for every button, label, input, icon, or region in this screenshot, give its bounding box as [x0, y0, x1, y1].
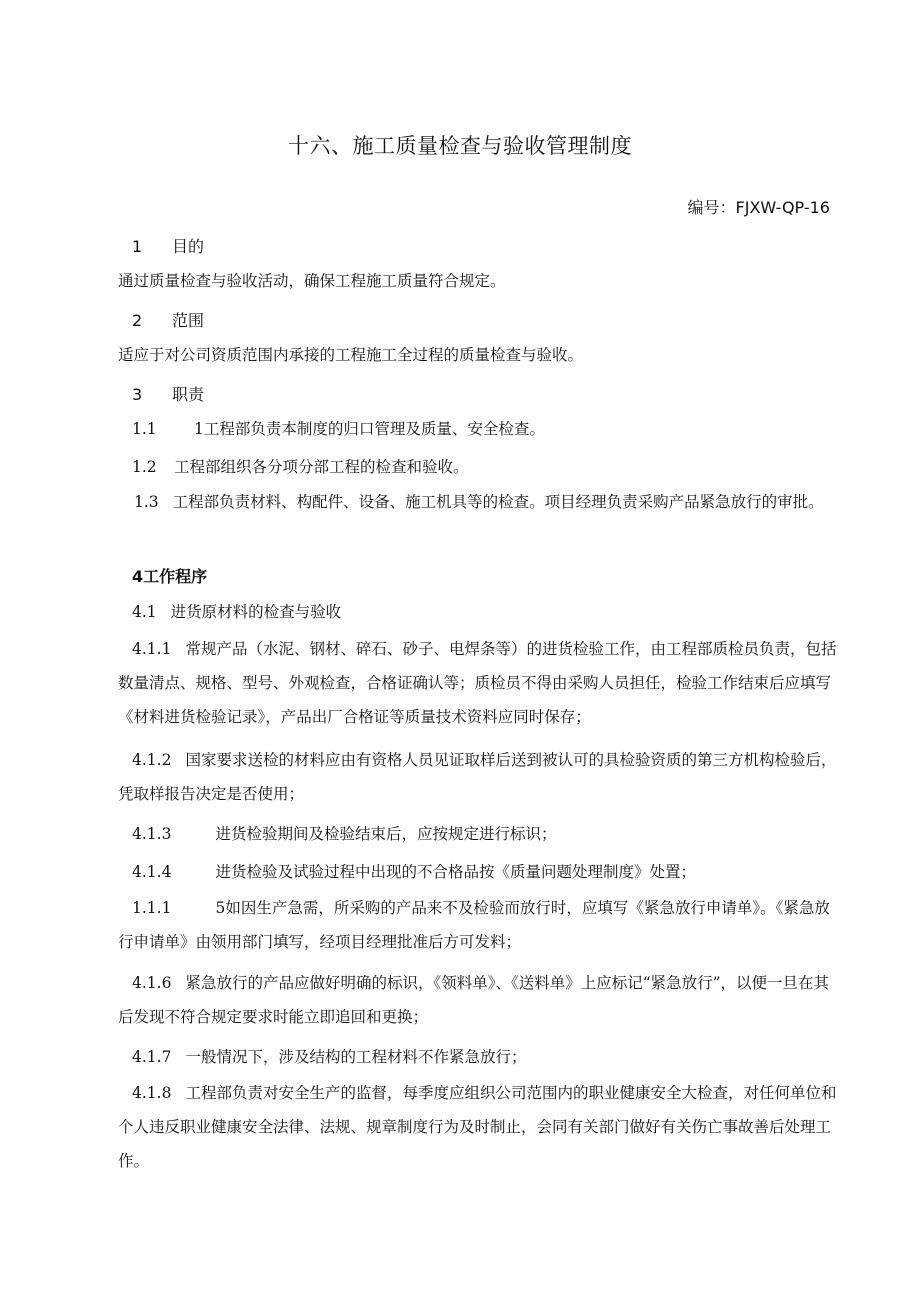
item-text: 工程部组织各分项分部工程的检查和验收。: [174, 458, 469, 476]
procedure-item: [118, 855, 838, 889]
item-number: 1.2: [132, 458, 157, 476]
section-number: 1: [132, 237, 143, 256]
section-2-text: 适应于对公司资质范围内承接的工程施工全过程的质量检查与验收。: [118, 346, 584, 364]
item-text: 进货检验及试验过程中出现的不合格品按《质量问题处理制度》处置；: [215, 863, 696, 881]
item-number: 1.1: [132, 420, 157, 438]
item-number: 4.1.7: [132, 1048, 172, 1066]
procedure-item: [118, 1076, 838, 1178]
document-code: 编号：FJXW-QP-16: [687, 198, 830, 217]
item-text: 紧急放行的产品应做好明确的标识，《领料单》、《送料单》上应标记“紧急放行”，以便一旦在其后发现不符合规定要求时能立即追回和更换；: [118, 974, 830, 1026]
section-1-text: 通过质量检查与验收活动，确保工程施工质量符合规定。: [118, 272, 506, 290]
duty-item: [118, 412, 838, 446]
item-text: 国家要求送检的材料应由有资格人员见证取样后送到被认可的具检验资质的第三方机构检验后，凭取样报告决定是否使用；: [118, 751, 837, 803]
section-1-heading: [132, 234, 204, 257]
section-4-heading: 4工作程序: [132, 567, 208, 586]
subsection-title: 进货原材料的检查与验收: [170, 603, 342, 621]
procedure-item: [118, 1040, 838, 1074]
item-text: 工程部负责材料、构配件、设备、施工机具等的检查。项目经理负责采购产品紧急放行的审批。: [172, 493, 824, 511]
section-number: 2: [132, 311, 143, 330]
item-text: 常规产品（水泥、钢材、碎石、砂子、电焊条等）的进货检验工作，由工程部质检员负责，包括数量清点、规格、型号、外观检查，合格证确认等；质检员不得由采购人员担任，检验工作结束后应填写《材料进货检验记录》，产品出厂合格证等质量技术资料应同时保存；: [118, 640, 837, 726]
duty-item: [118, 485, 838, 519]
duty-item: [118, 450, 838, 484]
section-number: 3: [132, 385, 143, 404]
item-text: 进货检验期间及检验结束后，应按规定进行标识；: [215, 825, 557, 843]
subsection-heading: [118, 595, 838, 629]
item-number: 4.1.2: [132, 751, 172, 769]
item-text: 一般情况下，涉及结构的工程材料不作紧急放行；: [185, 1048, 527, 1066]
section-title: 职责: [172, 385, 205, 404]
section-title: 目的: [172, 237, 205, 256]
section-title: 范围: [172, 311, 205, 330]
procedure-item: [118, 817, 838, 851]
section-2-heading: [132, 308, 204, 331]
item-text: 工程部负责对安全生产的监督，每季度应组织公司范围内的职业健康安全大检查，对任何单位和个人违反职业健康安全法律、法规、规章制度行为及时制止，会同有关部门做好有关伤亡事故善后处理工作。: [118, 1084, 837, 1170]
item-number: 4.1.3: [132, 825, 172, 843]
procedure-item: [118, 743, 838, 811]
item-text: 1工程部负责本制度的归口管理及质量、安全检查。: [194, 420, 545, 438]
item-number: 1.3: [134, 493, 159, 511]
page-title: 十六、施工质量检查与验收管理制度: [288, 134, 632, 158]
item-text: 5如因生产急需，所采购的产品来不及检验而放行时，应填写《紧急放行申请单》。《紧急放行申请单》由领用部门填写，经项目经理批准后方可发料；: [118, 899, 830, 951]
procedure-item: [118, 966, 838, 1034]
subsection-number: 4.1: [132, 603, 157, 621]
item-number: 4.1.1: [132, 640, 172, 658]
procedure-item: [118, 891, 838, 959]
item-number: 4.1.4: [132, 863, 172, 881]
section-3-heading: [132, 382, 204, 405]
item-number: 4.1.6: [132, 974, 172, 992]
item-number: 4.1.8: [132, 1084, 172, 1102]
item-number: 1.1.1: [132, 899, 172, 917]
procedure-item: [118, 632, 838, 734]
